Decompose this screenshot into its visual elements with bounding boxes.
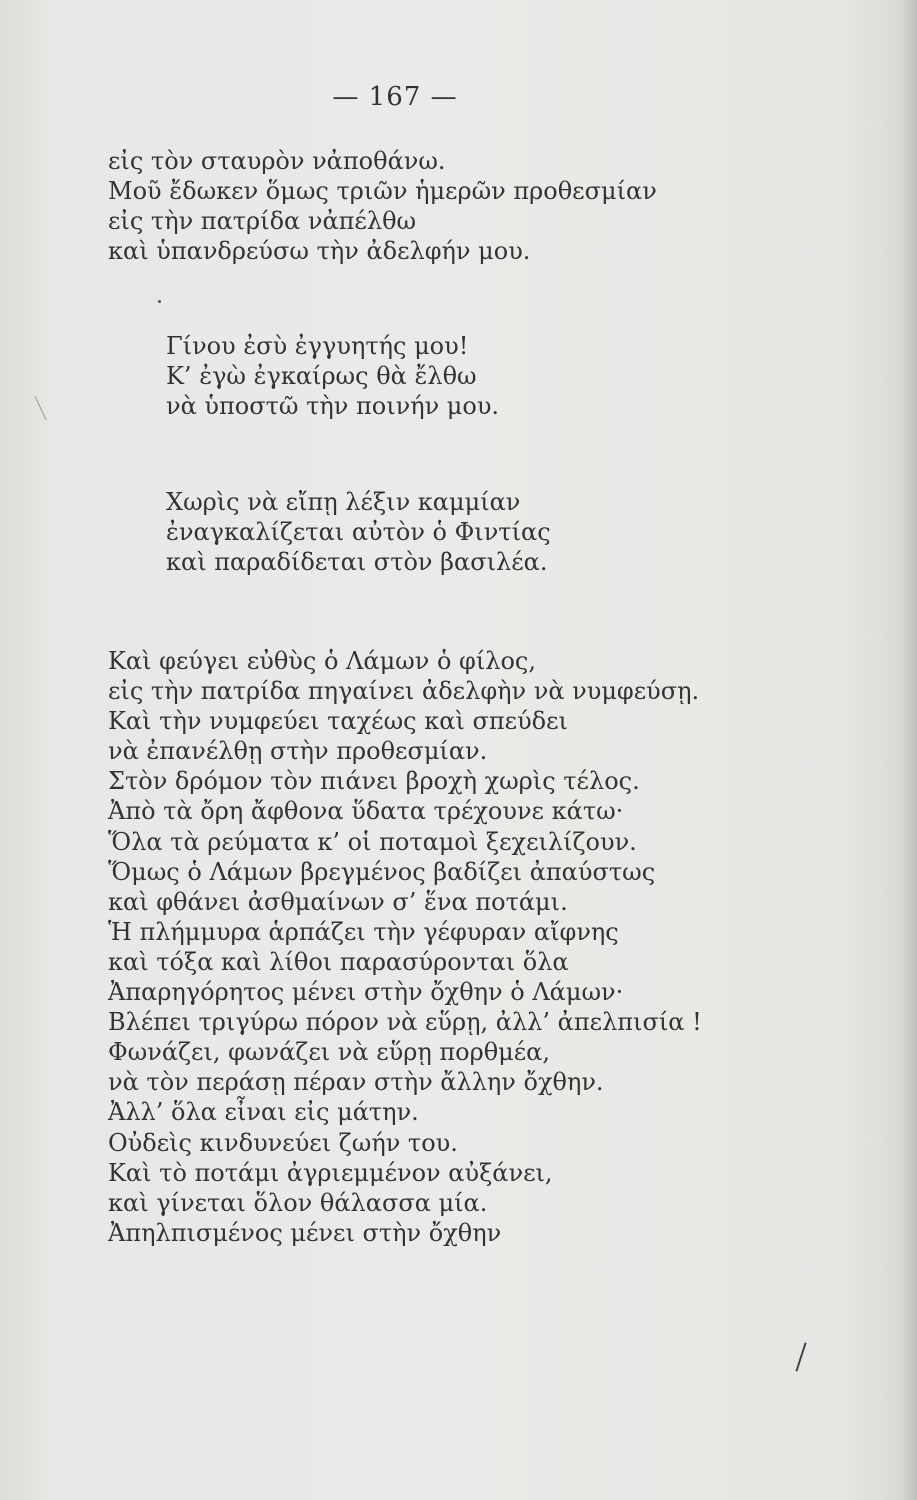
print-speck bbox=[158, 300, 161, 303]
verse-line: εἰς τὴν πατρίδα νἀπέλθω bbox=[108, 207, 417, 235]
verse-line: Καὶ τὸ ποτάμι ἀγριεμμένον αὐξάνει, bbox=[108, 1158, 553, 1187]
stanza-3 bbox=[166, 487, 551, 577]
verse-line: Κ’ ἐγὼ ἐγκαίρως θὰ ἔλθω bbox=[166, 362, 477, 390]
verse-line: Καὶ φεύγει εὐθὺς ὁ Λάμων ὁ φίλος, bbox=[108, 647, 536, 675]
verse-line: Ἀλλ’ ὅλα εἶναι εἰς μάτην. bbox=[108, 1098, 419, 1127]
verse-line: καὶ παραδίδεται στὸν βασιλέα. bbox=[166, 548, 548, 576]
verse-line: εἰς τὸν σταυρὸν νἀποθάνω. bbox=[108, 147, 446, 175]
page-edge-shadow bbox=[899, 0, 917, 1500]
verse-line: Ἀπηλπισμένος μένει στὴν ὄχθην bbox=[108, 1218, 502, 1247]
verse-line: Φωνάζει, φωνάζει νὰ εὕρῃ πορθμέα, bbox=[108, 1038, 551, 1067]
verse-line: καὶ φθάνει ἀσθμαίνων σ’ ἕνα ποτάμι. bbox=[108, 887, 568, 916]
verse-line: Ἀπαρηγόρητος μένει στὴν ὄχθην ὁ Λάμων· bbox=[108, 978, 624, 1007]
verse-line: Γίνου ἐσὺ ἐγγυητής μου! bbox=[166, 332, 469, 360]
pencil-slash-mark bbox=[795, 1342, 806, 1371]
verse-line: Στὸν δρόμον τὸν πιάνει βροχὴ χωρὶς τέλος. bbox=[108, 767, 640, 796]
verse-line: Ὅμως ὁ Λάμων βρεγμένος βαδίζει ἀπαύστως bbox=[108, 857, 656, 886]
verse-line: νὰ ἐπανέλθῃ στὴν προθεσμίαν. bbox=[108, 737, 488, 766]
verse-line: καὶ γίνεται ὅλον θάλασσα μία. bbox=[108, 1188, 488, 1217]
verse-line: Χωρὶς νὰ εἴπῃ λέξιν καμμίαν bbox=[166, 488, 521, 516]
verse-line: νὰ ὑποστῶ τὴν ποινήν μου. bbox=[166, 392, 500, 420]
verse-line: Ὅλα τὰ ρεύματα κ’ οἱ ποταμοὶ ξεχειλίζουν. bbox=[108, 827, 637, 856]
verse-line: εἰς τὴν πατρίδα πηγαίνει ἀδελφὴν νὰ νυμφεύσῃ. bbox=[108, 677, 700, 706]
verse-line: Βλέπει τριγύρω πόρον νὰ εὕρῃ, ἀλλ’ ἀπελπισία ! bbox=[108, 1008, 702, 1037]
verse-line: Οὐδεὶς κινδυνεύει ζωήν του. bbox=[108, 1128, 458, 1157]
verse-line: καὶ τόξα καὶ λίθοι παρασύρονται ὅλα bbox=[108, 947, 569, 976]
verse-line: νὰ τὸν περάσῃ πέραν στὴν ἄλλην ὄχθην. bbox=[108, 1068, 604, 1097]
verse-line: Ἡ πλήμμυρα ἁρπάζει τὴν γέφυραν αἴφνης bbox=[108, 917, 619, 946]
page-number: — 167 — bbox=[332, 82, 458, 112]
stanza-1 bbox=[108, 146, 657, 266]
verse-line: ἐναγκαλίζεται αὐτὸν ὁ Φιντίας bbox=[166, 518, 551, 546]
stanza-4 bbox=[108, 646, 702, 1248]
verse-line: καὶ ὑπανδρεύσω τὴν ἀδελφήν μου. bbox=[108, 237, 531, 265]
verse-line: Ἀπὸ τὰ ὄρη ἄφθονα ὕδατα τρέχουνε κάτω· bbox=[108, 797, 624, 826]
pencil-mark bbox=[35, 396, 47, 420]
verse-line: Μοῦ ἔδωκεν ὅμως τριῶν ἡμερῶν προθεσμίαν bbox=[108, 177, 657, 205]
stanza-2 bbox=[166, 331, 499, 421]
verse-line: Καὶ τὴν νυμφεύει ταχέως καὶ σπεύδει bbox=[108, 707, 568, 736]
